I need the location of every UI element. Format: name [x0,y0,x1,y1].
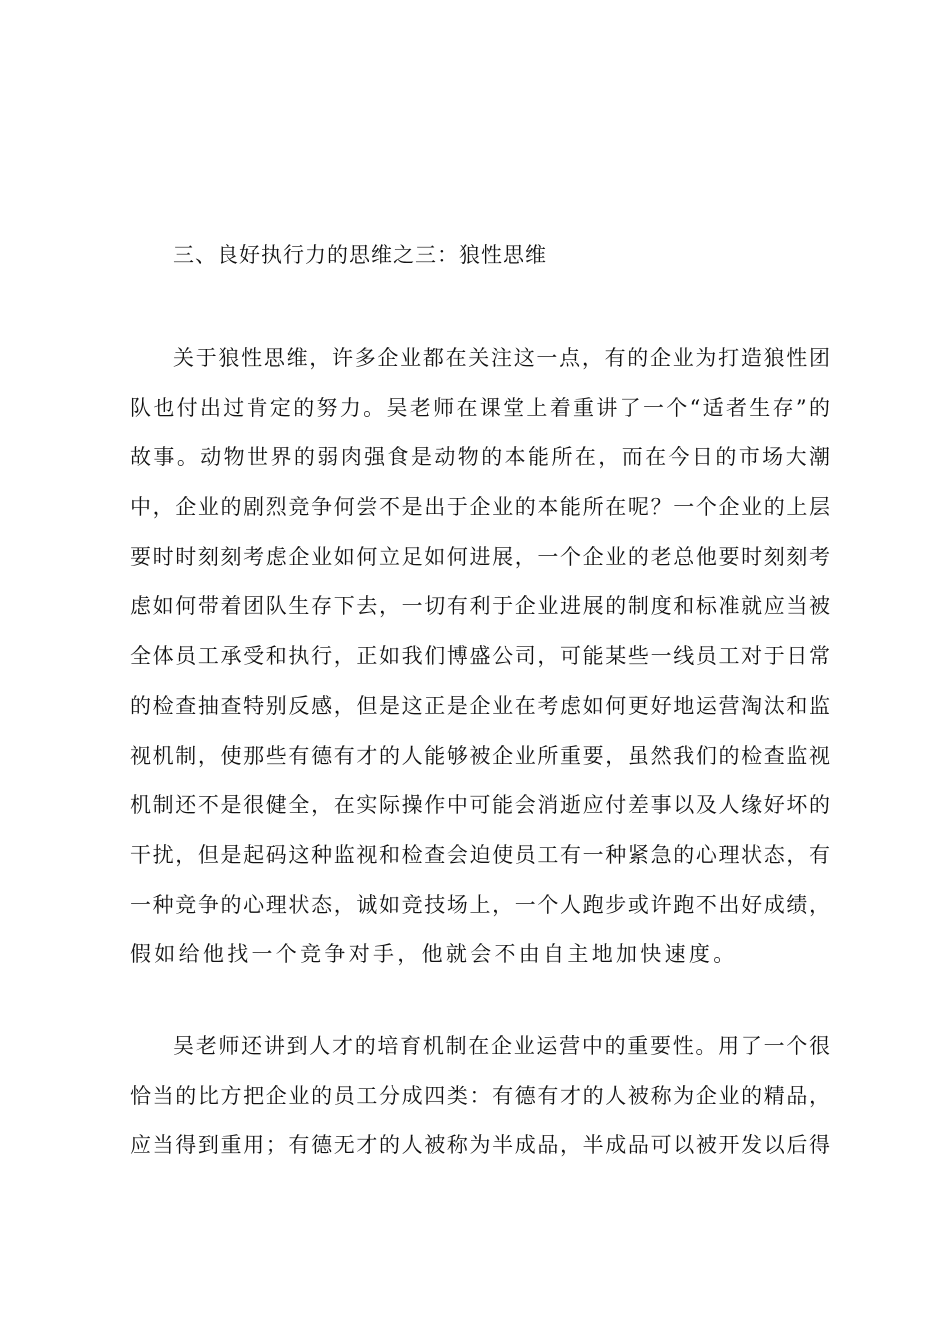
text-line: 干扰，但是起码这种监视和检查会迫使员工有一种紧急的心理状态，有 [130,842,830,867]
text-line: 中，企业的剧烈竞争何尝不是出于企业的本能所在呢？一个企业的上层 [130,495,830,520]
text-line: 应当得到重用；有德无才的人被称为半成品，半成品可以被开发以后得 [130,1133,830,1158]
text-line: 假如给他找一个竞争对手，他就会不由自主地加快速度。 [130,942,738,967]
text-line: 全体员工承受和执行，正如我们博盛公司，可能某些一线员工对于日常 [130,644,830,669]
text-line: 虑如何带着团队生存下去，一切有利于企业进展的制度和标准就应当被 [130,594,830,619]
text-line: 一种竞争的心理状态，诚如竞技场上，一个人跑步或许跑不出好成绩， [130,892,830,917]
text-line: 机制还不是很健全，在实际操作中可能会消逝应付差事以及人缘好坏的 [130,793,830,818]
text-line: 视机制，使那些有德有才的人能够被企业所重要，虽然我们的检查监视 [130,743,830,768]
text-line: 要时时刻刻考虑企业如何立足如何进展，一个企业的老总他要时刻刻考 [130,544,830,569]
text-line: 的检查抽查特别反感，但是这正是企业在考虑如何更好地运营淘汰和监 [130,693,830,718]
text-line: 恰当的比方把企业的员工分成四类：有德有才的人被称为企业的精品， [130,1083,830,1108]
text-line: 故事。动物世界的弱肉强食是动物的本能所在，而在今日的市场大潮 [130,445,830,470]
text-line: 关于狼性思维，许多企业都在关注这一点，有的企业为打造狼性团 [173,346,830,370]
paragraph-wolf-thinking [130,334,830,980]
section-heading: 三、良好执行力的思维之三：狼性思维 [173,243,547,267]
text-line: 队也付出过肯定的努力。吴老师在课堂上着重讲了一个“适者生存”的 [130,395,830,420]
text-line: 吴老师还讲到人才的培育机制在企业运营中的重要性。用了一个很 [173,1034,830,1058]
paragraph-talent-cultivation [130,1022,830,1171]
